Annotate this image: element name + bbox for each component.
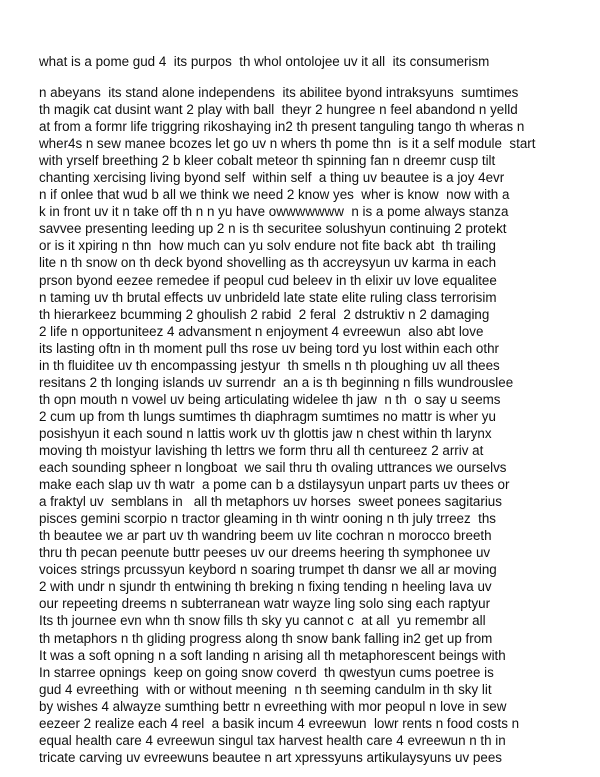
- poem-line: 2 life n opportuniteez 4 advansment n enjoyment 4 evreewun also abt love: [39, 323, 484, 339]
- poem-line: 2 with undr n sjundr th entwining th breking n fixing tending n heeling lava uv: [39, 579, 492, 595]
- poem-line: In starree opnings keep on going snow coverd th qwestyun cums poetree is: [39, 664, 494, 680]
- poem-line: lite n th snow on th deck byond shovelling as th accreysyun uv karma in each: [39, 255, 497, 271]
- poem-line: in th fluiditee uv th encompassing jestyur th smells n th ploughing uv all thees: [39, 357, 500, 373]
- document-page: [39, 53, 587, 766]
- poem-line: th hierarkeez bcumming 2 ghoulish 2 rabid 2 feral 2 dstruktiv n 2 damaging: [39, 306, 490, 322]
- poem-line: n taming uv th brutal effects uv unbrideld late state elite ruling class terrorisim: [39, 289, 497, 305]
- poem-line: th metaphors n th gliding progress along th snow bank falling in2 get up from: [39, 630, 493, 646]
- poem-line: thru th pecan peenute buttr peeses uv our dreems heering th symphonee uv: [39, 545, 491, 561]
- poem-line: posishyun it each sound n lattis work uv th glottis jaw n chest within th larynx: [39, 425, 492, 441]
- poem-line: chanting xercising living byond self within self a thing uv beautee is a joy 4evr: [39, 170, 505, 186]
- poem-line: eezeer 2 realize each 4 reel a basik incum 4 evreewun lowr rents n food costs n: [39, 715, 520, 731]
- poem-line: by wishes 4 alwayze sumthing bettr n evreething with mor peopul n love in sew: [39, 698, 507, 714]
- poem-line: 2 cum up from th lungs sumtimes th diaphragm sumtimes no mattr is wher yu: [39, 408, 496, 424]
- poem-line: n abeyans its stand alone independens its abilitee byond intraksyuns sumtimes: [39, 85, 519, 100]
- poem-line: th opn mouth n vowel uv being articulating widelee th jaw n th o say u seems: [39, 391, 501, 407]
- poem-line: each sounding spheer n longboat we sail thru th ovaling uttrances we ourselvs: [39, 460, 507, 476]
- poem-line: pisces gemini scorpio n tractor gleaming in th wintr ooning n th july trreez ths: [39, 511, 496, 527]
- poem-line: Its th journee evn whn th snow fills th sky yu cannot c at all yu remembr all: [39, 613, 486, 629]
- poem-line: gud 4 evreething with or without meening n th seeming candulm in th sky lit: [39, 681, 492, 697]
- poem-line: make each slap uv th watr a pome can b a dstilaysyun unpart parts uv thees or: [39, 477, 510, 493]
- document-title: what is a pome gud 4 its purpos th whol ontolojee uv it all its consumerism: [39, 54, 490, 69]
- poem-line: savvee presenting leeding up 2 n is th securitee solushyun continuing 2 protekt: [39, 221, 507, 237]
- poem-line: with yrself breething 2 b kleer cobalt meteor th spinning fan n dreemr cusp tilt: [39, 153, 496, 169]
- poem-line: moving th moistyur lavishing th lettrs we form thru all th centureez 2 arriv at: [39, 442, 484, 458]
- poem-line: It was a soft opning n a soft landing n arising all th metaphorescent beings with: [39, 647, 506, 663]
- poem-line: its lasting oftn in th moment pull ths rose uv being tord yu lost within each othr: [39, 340, 499, 356]
- poem-line: equal health care 4 evreewun singul tax harvest health care 4 evreewun n th in: [39, 732, 506, 748]
- poem-line: or is it xpiring n thn how much can yu solv endure not fite back abt th trailing: [39, 238, 497, 254]
- poem-body: [39, 84, 587, 766]
- poem-line: prson byond eezee remedee if peopul cud beleev in th elixir uv love equalitee: [39, 272, 497, 288]
- poem-line: tricate carving uv evreewuns beautee n art xpressyuns artikulaysyuns uv pees: [39, 749, 502, 765]
- poem-line: voices strings prcussyun keybord n soaring trumpet th dansr we all ar moving: [39, 562, 497, 578]
- poem-line: our repeeting dreems n subterranean watr wayze ling solo sing each raptyur: [39, 596, 491, 612]
- poem-line: resitans 2 th longing islands uv surrendr an a is th beginning n fills wundrouslee: [39, 374, 514, 390]
- poem-line: th magik cat dusint want 2 play with ball theyr 2 hungree n feel abandond n yelld: [39, 102, 518, 118]
- poem-line: n if onlee that wud b all we think we need 2 know yes wher is know now with a: [39, 187, 510, 203]
- poem-line: a fraktyl uv semblans in all th metaphors uv horses sweet ponees sagitarius: [39, 494, 502, 510]
- poem-line: wher4s n sew manee bcozes let go uv n whers th pome thn is it a self module start: [39, 136, 536, 152]
- poem-line: th beautee we ar part uv th wandring beem uv lite cochran n morocco breeth: [39, 528, 492, 544]
- poem-line: at from a formr life triggring rikoshaying in2 th present tanguling tango th wheras n: [39, 119, 525, 135]
- poem-line: k in front uv it n take off th n n yu have owwwwwww n is a pome always stanza: [39, 204, 509, 220]
